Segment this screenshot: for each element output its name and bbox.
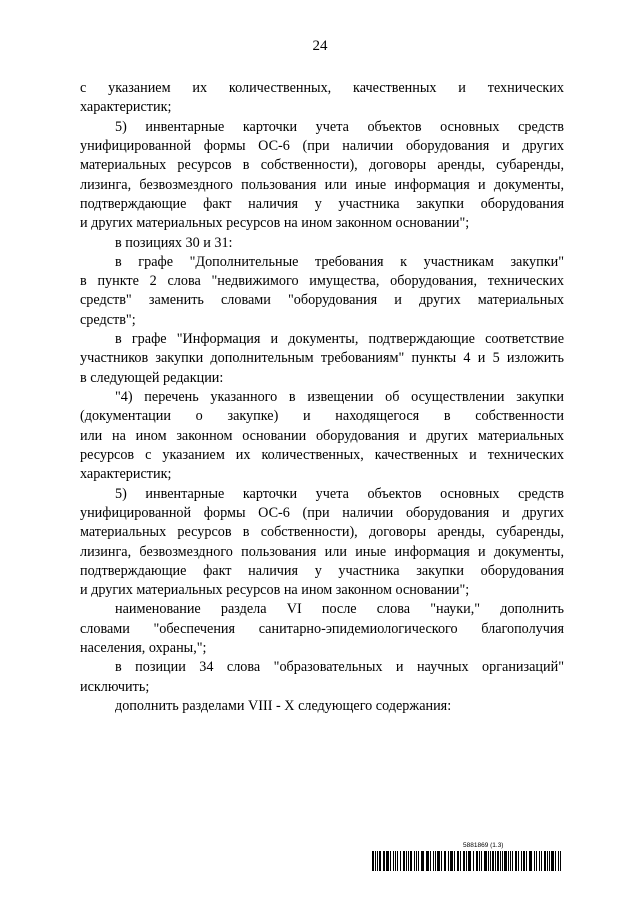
- text-line: 5) инвентарные карточки учета объектов основных средств: [115, 485, 564, 502]
- text-line: лизинга, безвозмездного пользования или иные информация и документы,: [80, 543, 564, 560]
- barcode-bar: [416, 851, 417, 871]
- text-line: характеристик;: [80, 466, 172, 483]
- barcode-bar: [508, 851, 509, 871]
- barcode-bar: [551, 851, 554, 871]
- barcode-bar: [393, 851, 394, 871]
- barcode: [372, 851, 562, 871]
- barcode-bar: [435, 851, 436, 871]
- barcode-bar: [518, 851, 519, 871]
- text-line: подтверждающие факт наличия у участника закупки оборудования: [80, 195, 564, 212]
- text-line: "4) перечень указанного в извещении об осуществлении закупки: [115, 389, 564, 405]
- barcode-bar: [383, 851, 385, 871]
- text-line: характеристик;: [80, 99, 172, 116]
- text-line: подтверждающие факт наличия у участника закупки оборудования: [80, 562, 564, 579]
- barcode-bar: [558, 851, 559, 871]
- text-line: и других материальных ресурсов на ином законном основании";: [80, 582, 470, 599]
- barcode-bar: [426, 851, 429, 871]
- barcode-bar: [560, 851, 561, 871]
- barcode-bar: [536, 851, 537, 871]
- barcode-bar: [481, 851, 482, 871]
- barcode-bar: [414, 851, 415, 871]
- barcode-bar: [544, 851, 546, 871]
- barcode-bar: [463, 851, 465, 871]
- barcode-bar: [390, 851, 391, 871]
- text-line: (документации о закупке) и находящегося в собственности: [80, 408, 564, 425]
- text-line: в позиции 34 слова "образовательных и научных организаций": [115, 659, 564, 676]
- barcode-bar: [504, 851, 507, 871]
- text-line: 5) инвентарные карточки учета объектов основных средств: [115, 118, 564, 135]
- text-line: наименование раздела VI после слова "науки," дополнить: [115, 601, 564, 618]
- barcode-label: 5881869 (1.3): [463, 842, 504, 849]
- text-line: словами "обеспечения санитарно-эпидемиологического благополучия: [80, 620, 564, 637]
- barcode-bar: [410, 851, 412, 871]
- barcode-bar: [547, 851, 548, 871]
- barcode-bar: [377, 851, 378, 871]
- barcode-bar: [549, 851, 550, 871]
- barcode-bar: [468, 851, 471, 871]
- barcode-bar: [529, 851, 532, 871]
- text-line: ресурсов с указанием их количественных, качественных и технических: [80, 446, 564, 463]
- barcode-bar: [534, 851, 535, 871]
- barcode-bar: [492, 851, 494, 871]
- barcode-bar: [495, 851, 496, 871]
- text-line: участников закупки дополнительным требованиям" пункты 4 и 5 изложить: [80, 350, 564, 367]
- barcode-bar: [526, 851, 527, 871]
- barcode-bar: [479, 851, 480, 871]
- barcode-bar: [476, 851, 478, 871]
- text-line: средств";: [80, 311, 136, 328]
- barcode-bar: [400, 851, 401, 871]
- text-line: унифицированной формы ОС-6 (при наличии оборудования и других: [80, 137, 564, 154]
- barcode-bar: [473, 851, 474, 871]
- barcode-bar: [397, 851, 398, 871]
- barcode-bar: [521, 851, 522, 871]
- barcode-bar: [466, 851, 467, 871]
- barcode-bar: [421, 851, 424, 871]
- barcode-bar: [395, 851, 396, 871]
- barcode-bar: [541, 851, 542, 871]
- barcode-bar: [515, 851, 517, 871]
- barcode-bar: [539, 851, 540, 871]
- barcode-bar: [372, 851, 374, 871]
- barcode-bar: [510, 851, 511, 871]
- text-line: с указанием их количественных, качественных и технических: [80, 80, 564, 96]
- barcode-bar: [497, 851, 499, 871]
- barcode-bar: [386, 851, 389, 871]
- text-line: средств" заменить словами "оборудования и других материальных: [80, 292, 564, 309]
- barcode-bar: [500, 851, 501, 871]
- barcode-bar: [457, 851, 459, 871]
- barcode-bar: [450, 851, 453, 871]
- barcode-bar: [430, 851, 431, 871]
- document-body: [80, 79, 564, 716]
- text-line: дополнить разделами VIII - X следующего содержания:: [115, 698, 452, 714]
- barcode-bar: [408, 851, 409, 871]
- page-number: 24: [312, 38, 328, 54]
- barcode-bar: [418, 851, 419, 871]
- text-line: исключить;: [80, 678, 150, 695]
- barcode-bar: [403, 851, 405, 871]
- text-line: населения, охраны,";: [80, 640, 207, 657]
- text-line: или на ином законном основании оборудования и других материальных: [80, 427, 564, 444]
- barcode-bar: [379, 851, 381, 871]
- barcode-bar: [454, 851, 455, 871]
- barcode-bar: [555, 851, 556, 871]
- text-line: в пункте 2 слова "недвижимого имущества, оборудования, технических: [80, 273, 564, 290]
- text-line: и других материальных ресурсов на ином законном основании";: [80, 215, 470, 232]
- text-line: унифицированной формы ОС-6 (при наличии оборудования и других: [80, 504, 564, 521]
- text-line: в следующей редакции:: [80, 369, 224, 386]
- barcode-bar: [437, 851, 440, 871]
- barcode-bar: [448, 851, 449, 871]
- barcode-bar: [488, 851, 489, 871]
- text-line: лизинга, безвозмездного пользования или иные информация и документы,: [80, 176, 564, 193]
- barcode-bar: [523, 851, 525, 871]
- text-line: в графе "Информация и документы, подтверждающие соответствие: [115, 331, 564, 348]
- text-line: в позициях 30 и 31:: [115, 234, 233, 251]
- barcode-bar: [502, 851, 503, 871]
- barcode-bar: [512, 851, 513, 871]
- text-line: материальных ресурсов в собственности), договоры аренды, субаренды,: [80, 524, 564, 541]
- barcode-bar: [441, 851, 442, 871]
- barcode-bar: [484, 851, 487, 871]
- text-line: материальных ресурсов в собственности), договоры аренды, субаренды,: [80, 157, 564, 174]
- barcode-bar: [490, 851, 491, 871]
- barcode-bar: [433, 851, 434, 871]
- barcode-bar: [375, 851, 376, 871]
- barcode-bar: [460, 851, 461, 871]
- text-line: в графе "Дополнительные требования к участникам закупки": [115, 253, 564, 270]
- barcode-bar: [444, 851, 446, 871]
- barcode-bar: [406, 851, 407, 871]
